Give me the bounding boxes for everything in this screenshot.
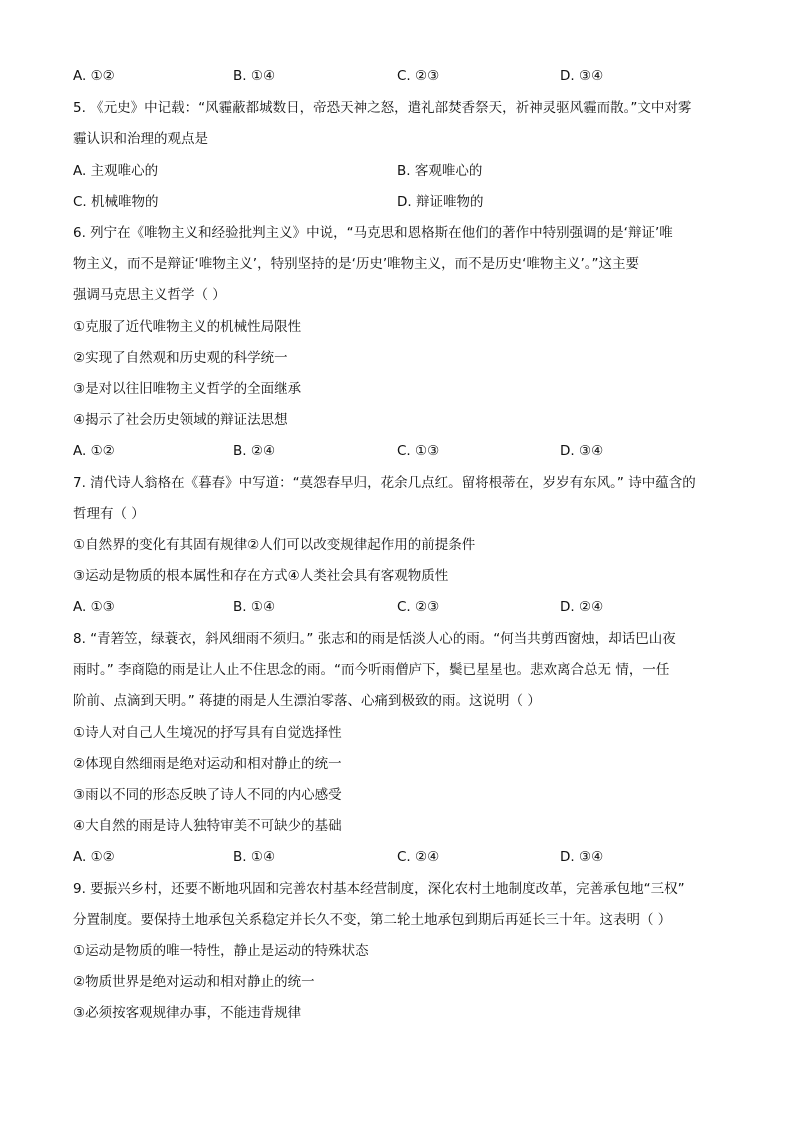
q7-option-c: C. ②③ [397, 599, 440, 615]
q7-stem-line-2: 哲理有（ ） [73, 506, 145, 522]
q6-option-a: A. ①② [73, 443, 115, 459]
q8-option-a: A. ①② [73, 849, 115, 865]
q5-options-row-2 [73, 192, 723, 212]
q7-option-a: A. ①③ [73, 599, 115, 615]
q8-item-4: ④大自然的雨是诗人独特审美不可缺少的基础 [73, 818, 342, 834]
q8-option-d: D. ③④ [560, 849, 604, 865]
q5-options-row-1 [73, 161, 723, 181]
q7-item-1: ①自然界的变化有其固有规律②人们可以改变规律起作用的前提条件 [73, 537, 476, 553]
q8-stem-line-3: 阶前、点滴到天明。” 蒋捷的雨是人生漂泊零落、心痛到极致的雨。这说明（ ） [73, 693, 541, 709]
q8-option-b: B. ①④ [233, 849, 276, 865]
q4-options [73, 66, 723, 86]
q6-item-1: ①克服了近代唯物主义的机械性局限性 [73, 319, 302, 335]
q7-options [73, 597, 723, 617]
q5-option-c: C. 机械唯物的 [73, 194, 159, 210]
q6-options [73, 441, 723, 461]
q4-option-b: B. ①④ [233, 68, 276, 84]
q9-item-2: ②物质世界是绝对运动和相对静止的统一 [73, 974, 315, 990]
q6-item-2: ②实现了自然观和历史观的科学统一 [73, 350, 288, 366]
q7-stem-line-1: 7. 清代诗人翁格在《暮春》中写道：“莫怨春早归，花余几点红。留将根蒂在，岁岁有东风。” 诗中蕴含的 [73, 475, 696, 491]
q9-stem-line-2: 分置制度。要保持土地承包关系稳定并长久不变，第二轮土地承包到期后再延长三十年。这表明（ ） [73, 912, 672, 928]
q8-item-1: ①诗人对自己人生境况的抒写具有自觉选择性 [73, 725, 342, 741]
q8-option-c: C. ②④ [397, 849, 440, 865]
q4-option-a: A. ①② [73, 68, 115, 84]
q8-options [73, 847, 723, 867]
q6-option-d: D. ③④ [560, 443, 604, 459]
q8-stem-line-2: 雨时。” 李商隐的雨是让人止不住思念的雨。“而今听雨僧庐下，鬓已星星也。悲欢离合总无 情，一任 [73, 662, 670, 678]
q5-option-a: A. 主观唯心的 [73, 163, 159, 179]
q7-item-2: ③运动是物质的根本属性和存在方式④人类社会具有客观物质性 [73, 568, 449, 584]
q6-item-4: ④揭示了社会历史领域的辩证法思想 [73, 412, 288, 428]
q8-item-2: ②体现自然细雨是绝对运动和相对静止的统一 [73, 756, 342, 772]
q4-option-d: D. ③④ [560, 68, 604, 84]
q5-option-d: D. 辩证唯物的 [397, 194, 484, 210]
q6-option-c: C. ①③ [397, 443, 440, 459]
q5-option-b: B. 客观唯心的 [397, 163, 483, 179]
q4-option-c: C. ②③ [397, 68, 440, 84]
q9-item-3: ③必须按客观规律办事，不能违背规律 [73, 1005, 302, 1021]
q6-option-b: B. ②④ [233, 443, 276, 459]
q5-stem-line-2: 霾认识和治理的观点是 [73, 131, 208, 147]
q7-option-d: D. ②④ [560, 599, 604, 615]
q9-stem-line-1: 9. 要振兴乡村，还要不断地巩固和完善农村基本经营制度，深化农村土地制度改革，完善承包地“三权” [73, 881, 685, 897]
q6-stem-line-3: 强调马克思主义哲学（ ） [73, 287, 226, 303]
q6-stem-line-2: 物主义，而不是辩证‘唯物主义’，特别坚持的是‘历史’唯物主义，而不是历史‘唯物主义’。”这主要 [73, 256, 639, 272]
q6-item-3: ③是对以往旧唯物主义哲学的全面继承 [73, 381, 302, 397]
q6-stem-line-1: 6. 列宁在《唯物主义和经验批判主义》中说，“马克思和恩格斯在他们的著作中特别强调的是‘辩证’唯 [73, 225, 673, 241]
q9-item-1: ①运动是物质的唯一特性，静止是运动的特殊状态 [73, 943, 369, 959]
q5-stem-line-1: 5. 《元史》中记载：“风霾蔽都城数日，帝恐天神之怒，遣礼部焚香祭天，祈神灵驱风霾而散。”文中对雾 [73, 100, 692, 116]
q8-item-3: ③雨以不同的形态反映了诗人不同的内心感受 [73, 787, 342, 803]
q8-stem-line-1: 8. “青箬笠，绿蓑衣，斜风细雨不须归。” 张志和的雨是恬淡人心的雨。“何当共剪西窗烛，却话巴山夜 [73, 631, 676, 647]
q7-option-b: B. ①④ [233, 599, 276, 615]
